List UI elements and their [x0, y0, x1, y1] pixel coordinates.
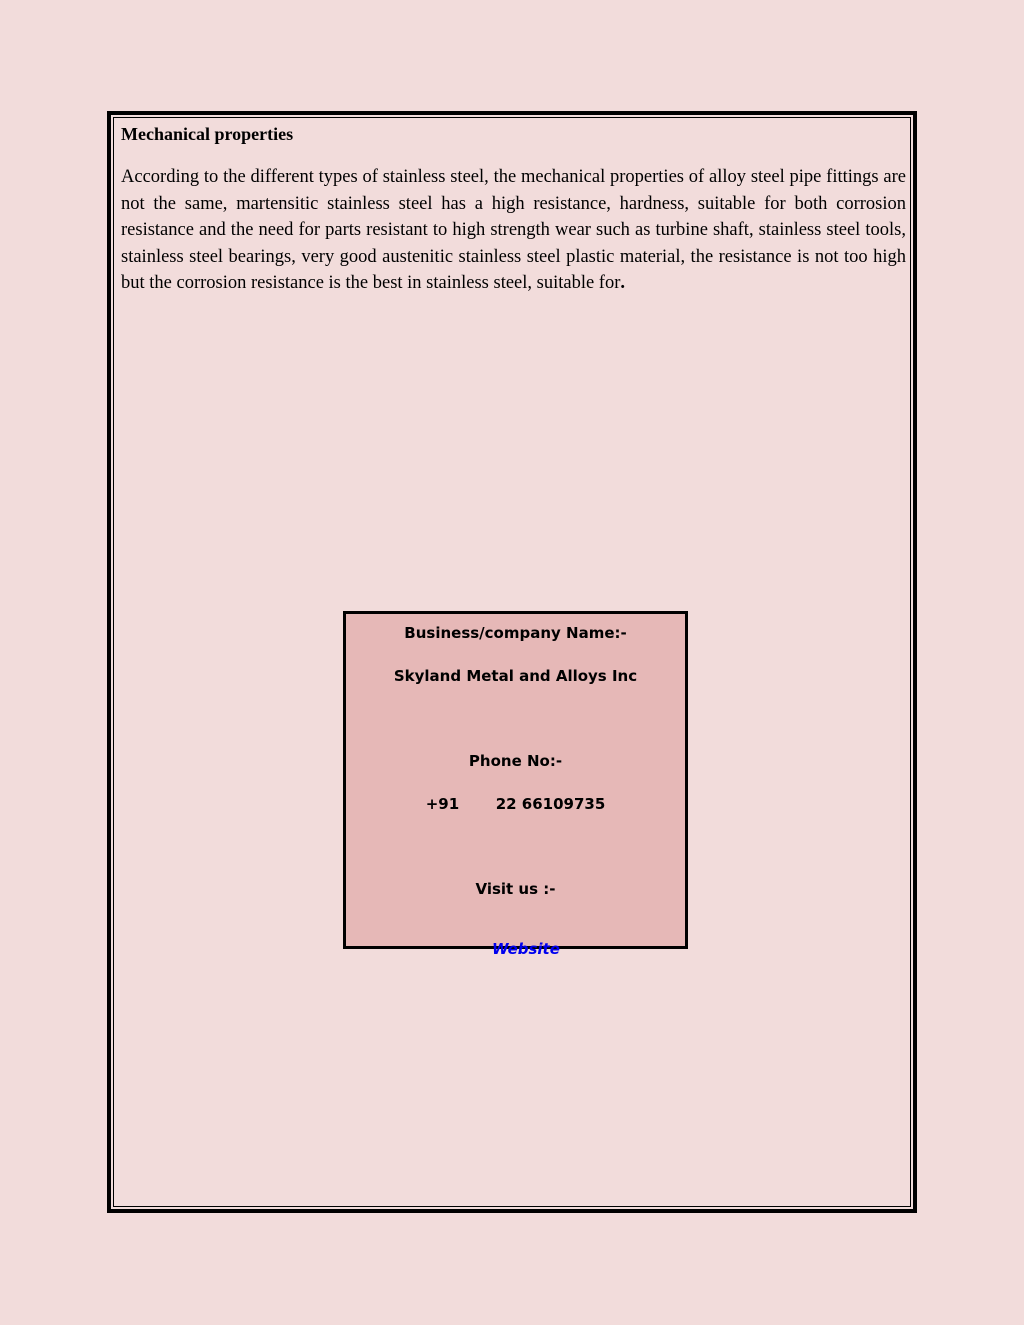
document-content — [121, 119, 906, 297]
section-paragraph — [121, 164, 906, 297]
phone-label: Phone No:- — [468, 752, 563, 770]
paragraph-text: According to the different types of stainless steel, the mechanical properties of alloy steel pipe fittings are not the same, martensitic stainless steel has a high resistance, hardness, suitable for both corrosion resistance and the need for parts resistant to high strength wear such as turbine shaft, stainless steel tools, stainless steel bearings, very good austenitic stainless steel plastic material, the resistance is not too high but the corrosion resistance is the best in stainless steel, suitable for — [121, 167, 906, 294]
paragraph-end: . — [620, 273, 626, 294]
contact-box — [343, 611, 688, 958]
website-line — [346, 922, 685, 976]
visit-label: Visit us :- — [475, 880, 556, 898]
company-name: Skyland Metal and Alloys Inc — [393, 667, 638, 685]
section-heading: Mechanical properties — [121, 124, 294, 144]
phone-number: +91 22 66109735 — [425, 795, 606, 813]
company-label: Business/company Name:- — [404, 624, 627, 642]
website-link[interactable]: Website — [491, 940, 560, 958]
